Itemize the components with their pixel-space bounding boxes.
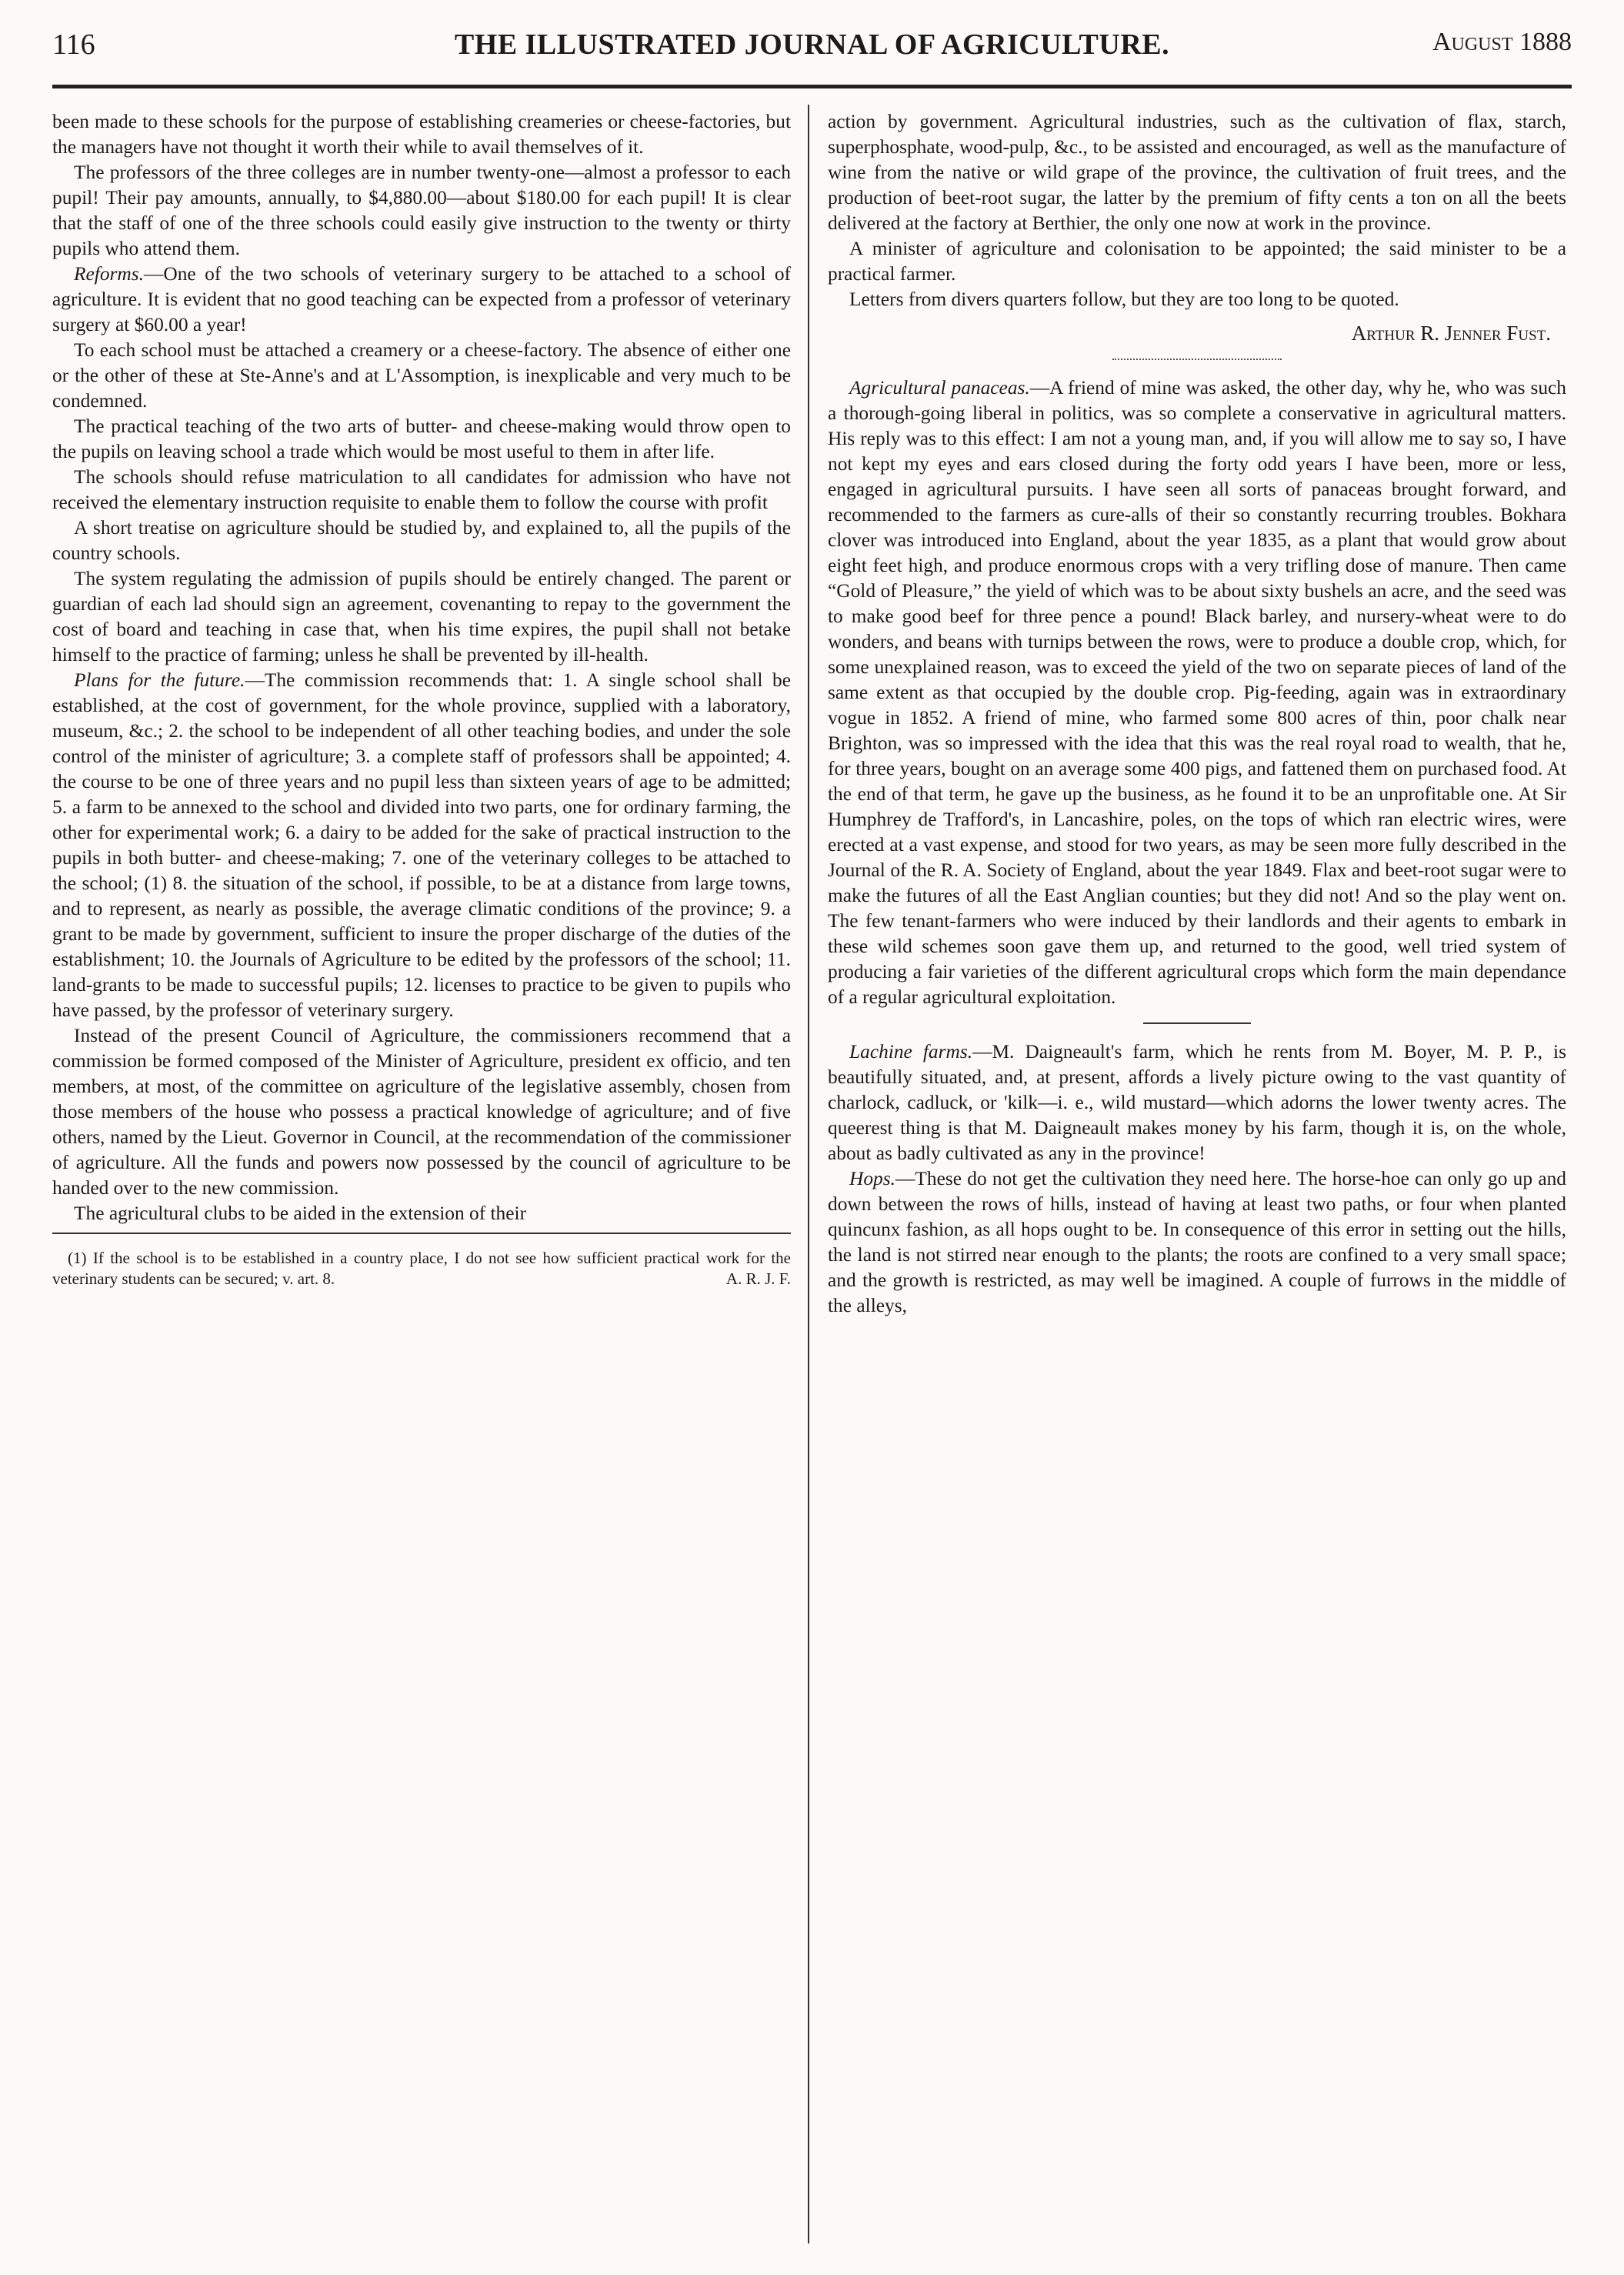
- paragraph-text: —A friend of mine was asked, the other day, why he, who was such a thorough-going liberal in politics, was so complete a conservative in agricultural matters. His reply was to this effect: I am not a young man, and, if you will allow me to say so, I have not kept my eyes and ears closed during the forty odd years I have been, more or less, engaged in agricultural pursuits. I have seen all sorts of panaceas brought forward, and recommended to the farmers as cure-alls of their so constantly recurring troubles. Bokhara clover was introduced into England, about the year 1835, as a plant that would grow about eight feet high, and produce enormous crops with a very trifling dose of manure. Then came “Gold of Pleasure,” the yield of which was to be about sixty bushels an acre, and the seed was to make good beef for three pence a pound! Black barley, and nursery-wheat were to do wonders, and beans with turnips between the rows, were to produce a double crop, which, for some unexplained reason, was to exceed the yield of the two on separate pieces of land of the same extent as that occupied by the double crop. Pig-feeding, again was in extraordinary vogue in 1852. A friend of mine, who farmed some 800 acres of thin, poor chalk near Brighton, was so impressed with the idea that this was the real royal road to wealth, that he, for three years, bought on an average some 400 pigs, and fattened them on purchased food. At the end of that term, he gave up the business, as he found it to be an unprofitable one. At Sir Humphrey de Trafford's, in Lancashire, poles, on the tops of which ran electric wires, were erected at a vast expense, and stood for two years, as may be seen more fully described in the Journal of the R. A. Society of England, about the year 1849. Flax and beet-root sugar were to make the futures of all the East Anglian counties; but they did not! And so the play went on. The few tenant-farmers who were induced by their landlords and their agents to embark in these wild schemes soon gave them up, and returned to the good, well tried system of producing a fair varieties of the different agricultural crops which form the main dependance of a regular agricultural exploitation.: [828, 377, 1566, 1008]
- paragraph: Letters from divers quarters follow, but they are too long to be quoted.: [849, 289, 1399, 310]
- header-rule: [52, 85, 1572, 88]
- paragraph: A short treatise on agriculture should be studied by, and explained to, all the pupils of the country schools.: [52, 517, 791, 564]
- section-lead: Lachine farms.: [849, 1041, 973, 1062]
- section-lead: Reforms.: [74, 263, 144, 285]
- left-column: [52, 109, 791, 2252]
- paragraph: The schools should refuse matriculation to all candidates for admission who have not received the elementary instruction requisite to enable them to follow the course with profit: [52, 466, 791, 513]
- paragraph: [52, 262, 791, 338]
- paragraph: The system regulating the admission of pupils should be entirely changed. The parent or guardian of each lad should sign an agreement, covenanting to repay to the government the cost of board and teaching in case that, when his time expires, the pupil shall not betake himself to the practice of farming; unless he shall be prevented by ill-health.: [52, 568, 791, 665]
- footnote: [52, 1248, 791, 1289]
- paragraph-text: —One of the two schools of veterinary surgery to be attached to a school of agriculture. It is evident that no good teaching can be expected from a professor of veterinary surgery at $60.00 a year!: [52, 263, 791, 335]
- paragraph: action by government. Agricultural industries, such as the cultivation of flax, starch, superphosphate, wood-pulp, &c., to be assisted and encouraged, as well as the manufacture of wine from the native or wild grape of the province, the cultivation of fruit trees, and the production of beet-root sugar, the latter by the premium of fifty cents a ton on all the beets delivered at the factory at Berthier, the only one now at work in the province.: [828, 111, 1566, 234]
- section-separator: [1143, 1022, 1251, 1024]
- paragraph: been made to these schools for the purpose of establishing creameries or cheese-factories, but the managers have not thought it worth their while to avail themselves of it.: [52, 111, 791, 158]
- paragraph-text: —M. Daigneault's farm, which he rents from M. Boyer, M. P. P., is beautifully situated, and, at present, affords a lively picture owing to the vast quantity of charlock, cadluck, or 'kilk—i. e., wild mustard—which adorns the lower twenty acres. The queerest thing is that M. Daigneault makes money by his farm, though it is, on the whole, about as badly cultivated as any in the province!: [828, 1041, 1566, 1164]
- paragraph: A minister of agriculture and colonisation to be appointed; the said minister to be a practical farmer.: [828, 238, 1566, 285]
- paragraph: [828, 375, 1566, 1010]
- page-header: [52, 23, 1572, 72]
- footnote-rule: [52, 1233, 791, 1234]
- section-separator: [1112, 359, 1282, 360]
- paragraph: To each school must be attached a creamery or a cheese-factory. The absence of either one or the other of these at Ste-Anne's and at L'Assomption, is inexplicable and very much to be condemned.: [52, 339, 791, 412]
- section-lead: Plans for the future.: [74, 669, 245, 691]
- paragraph: The professors of the three colleges are in number twenty-one—almost a professor to each pupil! Their pay amounts, annually, to $4,880.00—about $180.00 for each pupil! It is clear that the staff of one of the three schools could easily give instruction to the twenty or thirty pupils who attend them.: [52, 162, 791, 259]
- right-column: [828, 109, 1566, 2252]
- footnote-signature: A. R. J. F.: [725, 1269, 791, 1288]
- page-number: 116: [52, 28, 95, 61]
- paragraph: [828, 1166, 1566, 1319]
- issue-date: August 1888: [1432, 28, 1572, 56]
- paragraph-text: —These do not get the cultivation they need here. The horse-hoe can only go up and down between the rows of hills, instead of having at least two paths, or four when planted quincunx fashion, as all hops ought to be. In consequence of this error in setting out the hills, the land is not stirred near enough to the plants; the roots are confined to a very small space; and the growth is restricted, as may well be imagined. A couple of furrows in the middle of the alleys,: [828, 1168, 1566, 1316]
- article-columns: [52, 94, 1572, 2252]
- author-signature: Arthur R. Jenner Fust.: [1351, 322, 1551, 345]
- paragraph: [828, 1039, 1566, 1166]
- paragraph-text: —The commission recommends that: 1. A single school shall be established, at the cost of government, for the whole province, supplied with a laboratory, museum, &c.; 2. the school to be independent of all other teaching bodies, and under the sole control of the minister of agriculture; 3. a complete staff of professors shall be appointed; 4. the course to be one of three years and no pupil less than sixteen years of age to be admitted; 5. a farm to be annexed to the school and divided into two parts, one for ordinary farming, the other for experimental work; 6. a dairy to be added for the sake of practical instruction to the pupils in both butter- and cheese-making; 7. one of the veterinary colleges to be attached to the school; (1) 8. the situation of the school, if possible, to be at a distance from large towns, and to represent, as nearly as possible, the average climatic conditions of the province; 9. a grant to be made by government, sufficient to insure the proper discharge of the duties of the establishment; 10. the Journals of Agriculture to be edited by the professors of the school; 11. land-grants to be made to successful pupils; 12. licenses to practice to be given to pupils who have passed, by the professor of veterinary surgery.: [52, 669, 791, 1021]
- column-divider: [808, 105, 809, 2243]
- paragraph: [52, 668, 791, 1023]
- paragraph: The practical teaching of the two arts of butter- and cheese-making would throw open to the pupils on leaving school a trade which would be most useful to them in after life.: [52, 415, 791, 462]
- paragraph: Instead of the present Council of Agriculture, the commissioners recommend that a commission be formed composed of the Minister of Agriculture, president ex officio, and ten members, at most, of the committee on agriculture of the legislative assembly, chosen from those members of the house who possess a practical knowledge of agriculture; and of five others, named by the Lieut. Governor in Council, at the recommendation of the commissioner of agriculture. All the funds and powers now possessed by the council of agriculture to be handed over to the new commission.: [52, 1025, 791, 1199]
- footnote-text: (1) If the school is to be established in a country place, I do not see how sufficient practical work for the veterinary students can be secured; v. art. 8.: [52, 1249, 791, 1288]
- paragraph: The agricultural clubs to be aided in the extension of their: [74, 1203, 527, 1224]
- section-lead: Agricultural panaceas.: [849, 377, 1030, 399]
- journal-title: THE ILLUSTRATED JOURNAL OF AGRICULTURE.: [454, 28, 1170, 61]
- section-lead: Hops.: [849, 1168, 895, 1189]
